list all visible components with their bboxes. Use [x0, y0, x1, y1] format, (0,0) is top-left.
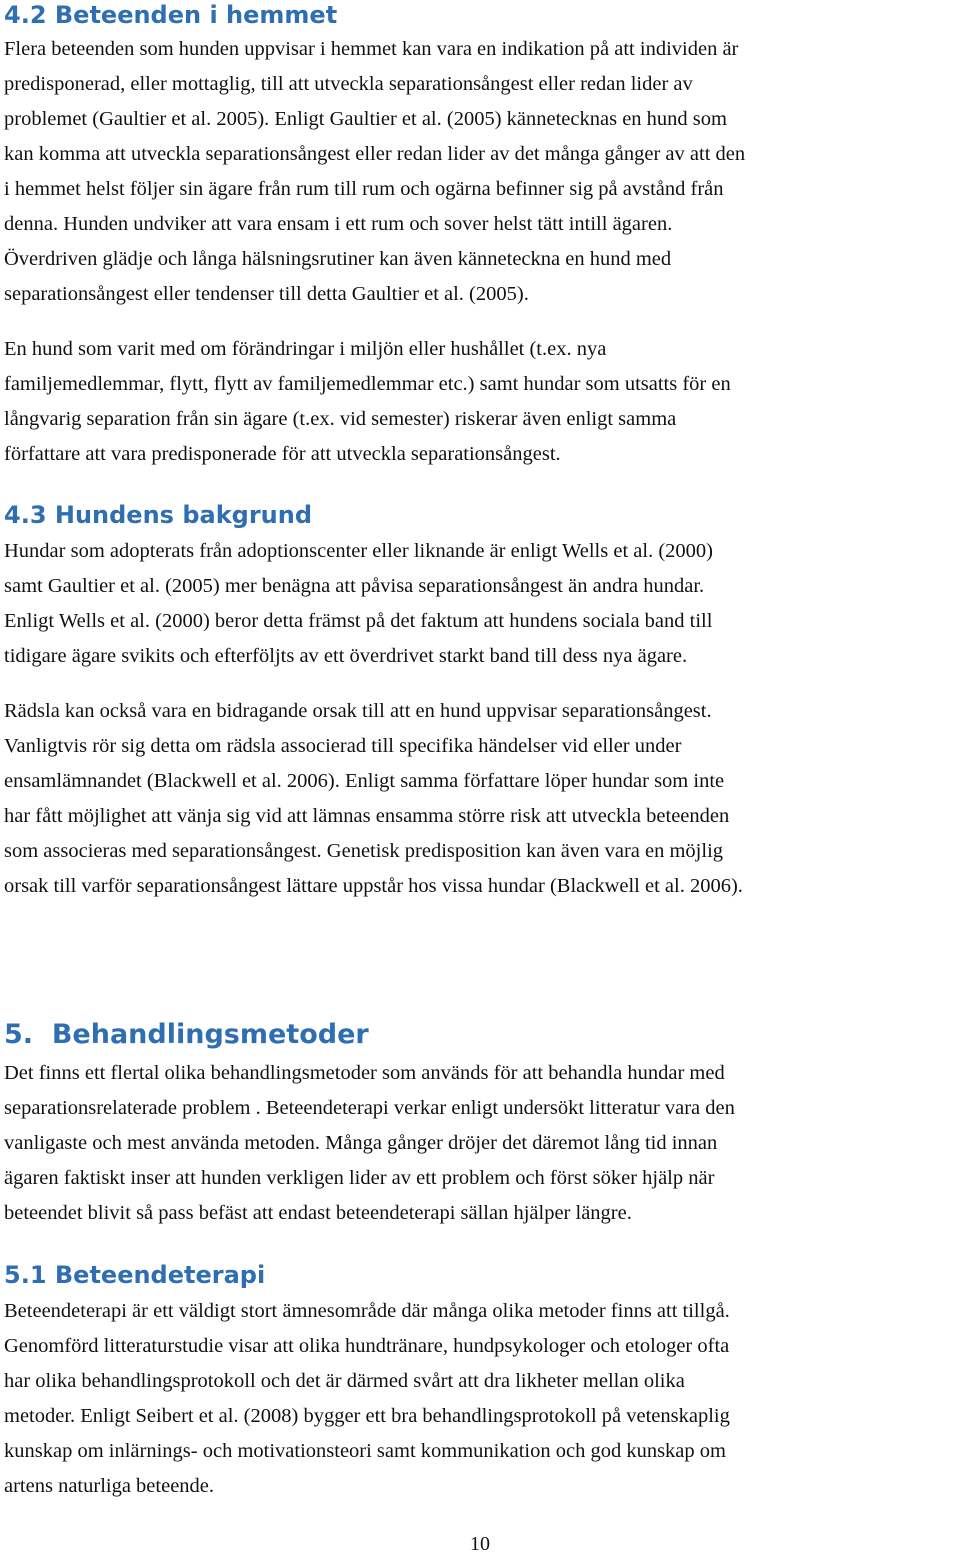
text-line: denna. Hunden undviker att vara ensam i ett rum och sover helst tätt intill ägaren. [4, 213, 673, 235]
text-line: ägaren faktiskt inser att hunden verkligen lider av ett problem och först söker hjälp när [4, 1167, 715, 1189]
paragraph [4, 1056, 960, 1231]
text-line: En hund som varit med om förändringar i miljön eller hushållet (t.ex. nya [4, 338, 607, 360]
paragraph [4, 32, 960, 312]
paragraph [4, 534, 960, 674]
text-line: Det finns ett flertal olika behandlingsmetoder som används för att behandla hundar med [4, 1062, 725, 1084]
text-line: problemet (Gaultier et al. 2005). Enligt Gaultier et al. (2005) kännetecknas en hund som [4, 108, 727, 130]
text-line: kan komma att utveckla separationsångest eller redan lider av det många gånger av att den [4, 143, 746, 165]
text-line: långvarig separation från sin ägare (t.ex. vid semester) riskerar även enligt samma [4, 408, 677, 430]
section-4-3 [4, 500, 960, 904]
text-line: som associeras med separationsångest. Genetisk predisposition kan även vara en möjlig [4, 840, 724, 862]
paragraph [4, 694, 960, 904]
text-line: predisponerad, eller mottaglig, till att utveckla separationsångest eller redan lider av [4, 73, 693, 95]
section-5-1 [4, 1260, 960, 1504]
text-line: Hundar som adopterats från adoptionscenter eller liknande är enligt Wells et al. (2000) [4, 540, 713, 562]
text-line: artens naturliga beteende. [4, 1475, 215, 1497]
text-line: separationsångest eller tendenser till detta Gaultier et al. (2005). [4, 283, 529, 305]
text-line: familjemedlemmar, flytt, flytt av familjemedlemmar etc.) samt hundar som utsatts för en [4, 373, 731, 395]
text-line: Enligt Wells et al. (2000) beror detta främst på det faktum att hundens sociala band till [4, 610, 713, 632]
text-line: kunskap om inlärnings- och motivationsteori samt kommunikation och god kunskap om [4, 1440, 726, 1462]
section-4-2 [4, 0, 960, 472]
text-line: Flera beteenden som hunden uppvisar i hemmet kan vara en indikation på att individen är [4, 38, 739, 60]
page-number: 10 [470, 1533, 490, 1555]
text-line: separationsrelaterade problem . Beteendeterapi verkar enligt undersökt litteratur vara den [4, 1097, 735, 1119]
text-line: i hemmet helst följer sin ägare från rum till rum och ogärna befinner sig på avstånd från [4, 178, 724, 200]
section-heading: 4.3 Hundens bakgrund [4, 501, 313, 529]
text-line: samt Gaultier et al. (2005) mer benägna att påvisa separationsångest än andra hundar. [4, 575, 705, 597]
text-line: ensamlämnandet (Blackwell et al. 2006). Enligt samma författare löper hundar som inte [4, 770, 725, 792]
text-line: Överdriven glädje och långa hälsningsrutiner kan även känneteckna en hund med [4, 248, 672, 270]
section-heading: 5.1 Beteendeterapi [4, 1261, 266, 1289]
text-line: beteendet blivit så pass befäst att endast beteendeterapi sällan hjälper längre. [4, 1202, 632, 1224]
section-5 [4, 1018, 960, 1231]
text-line: vanligaste och mest använda metoden. Många gånger dröjer det däremot lång tid innan [4, 1132, 718, 1154]
text-line: Beteendeterapi är ett väldigt stort ämnesområde där många olika metoder finns att tillgå. [4, 1300, 730, 1322]
chapter-heading: 5. Behandlingsmetoder [4, 1019, 369, 1050]
text-line: har olika behandlingsprotokoll och det är därmed svårt att dra likheter mellan olika [4, 1370, 685, 1392]
text-line: Genomförd litteraturstudie visar att olika hundtränare, hundpsykologer och etologer ofta [4, 1335, 730, 1357]
section-heading: 4.2 Beteenden i hemmet [4, 1, 338, 29]
text-line: Vanligtvis rör sig detta om rädsla associerad till specifika händelser vid eller under [4, 735, 682, 757]
text-line: har fått möjlighet att vänja sig vid att lämnas ensamma större risk att utveckla beteenden [4, 805, 730, 827]
paragraph [4, 1294, 960, 1504]
text-line: metoder. Enligt Seibert et al. (2008) bygger ett bra behandlingsprotokoll på vetenskaplig [4, 1405, 730, 1427]
paragraph [4, 332, 960, 472]
text-line: tidigare ägare svikits och efterföljts av ett överdrivet starkt band till dess nya ägare. [4, 645, 688, 667]
text-line: orsak till varför separationsångest lättare uppstår hos vissa hundar (Blackwell et al. 2006). [4, 875, 743, 897]
text-line: Rädsla kan också vara en bidragande orsak till att en hund uppvisar separationsångest. [4, 700, 712, 722]
text-line: författare att vara predisponerade för att utveckla separationsångest. [4, 443, 561, 465]
